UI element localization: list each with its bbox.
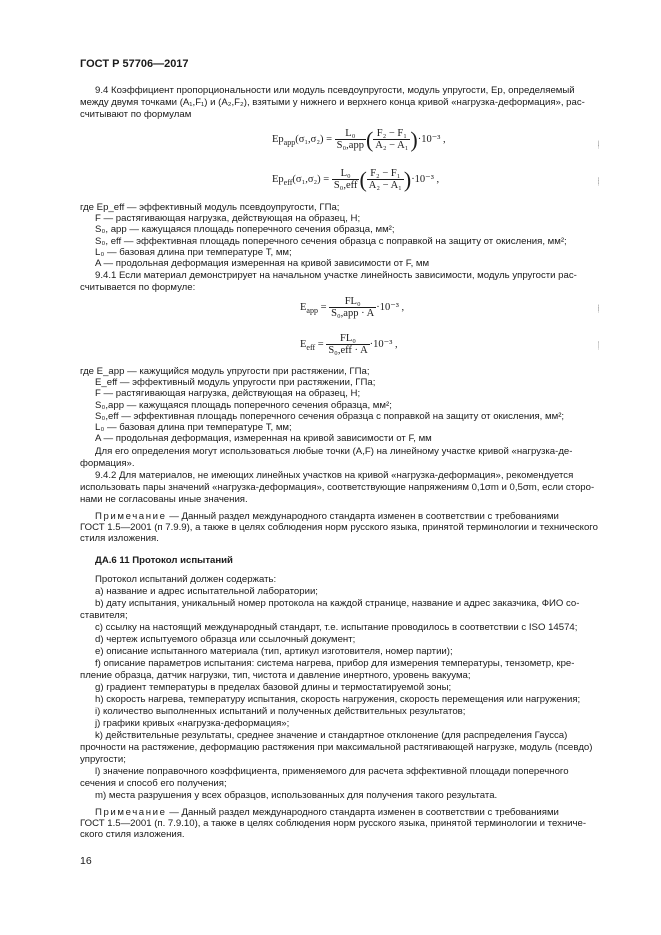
where2-item: S₀,eff — эффективная площадь поперечного сечения образца с поправкой на защиту от окисления, мм²;	[95, 411, 565, 422]
protocol-item-l-cont: сечения и способ его получения;	[80, 778, 227, 789]
eq7-lhs: E	[300, 338, 307, 350]
sec94-line2: между двумя точками (A₁,F₁) и (A₂,F₂), взятыми у нижнего и верхнего конца кривой «нагрузка-деформация», рас-	[80, 97, 585, 108]
section-heading: ДА.6 11 Протокол испытаний	[95, 555, 233, 566]
where1-item: A — продольная деформация измеренная на кривой зависимости от F, мм	[95, 258, 430, 269]
protocol-item-b-cont: ставителя;	[80, 610, 128, 621]
where2-item: A — продольная деформация, измеренная на кривой зависимости от F, мм	[95, 433, 432, 444]
eq7-den: S₀,eff · A	[328, 345, 368, 356]
protocol-item-l: l) значение поправочного коэффициента, применяемого для расчета эффективной площади поперечного	[95, 766, 569, 777]
sec942-line1: 9.4.2 Для материалов, не имеющих линейных участков на кривой «нагрузка-деформация», рекомендуется	[95, 470, 574, 481]
eq5-factor: ·10⁻³ ,	[411, 173, 440, 185]
sec941-line1: 9.4.1 Если материал демонстрирует на начальном участке линейность зависимости, модуль упругости рас-	[95, 270, 577, 281]
eq5-lhs: Ep	[272, 173, 284, 185]
note1-line3: стиля изложения.	[80, 533, 159, 544]
equation-5: $Ep_{eff}(\sigma_1,\sigma_2)$ = $\frac{\text{L₀}}{\text{S₀,eff}}$ ( $\frac{\text{F₂ − F₁}}{\text{A₂ − A₁}}$ )·10⁻³ ,	[272, 166, 440, 192]
protocol-item-f-cont: пление образца, датчик нагрузки, тип, чистота и давление инертного, уровень вакуума;	[80, 670, 471, 681]
where2-item: S₀,app — кажущаяся площадь поперечного сечения образца, мм²;	[95, 400, 392, 411]
protocol-item-k-cont: упругости;	[80, 754, 126, 765]
where1-item: S₀, eff — эффективная площадь поперечного сечения образца с поправкой на защиту от окисления, мм²;	[95, 236, 567, 247]
protocol-item-i: i) количество выполненных испытаний и полученных действительных результатов;	[95, 706, 466, 717]
eq6-lhs: E	[300, 301, 307, 313]
note1-line2: ГОСТ 1.5—2001 (п 7.9.9), а также в целях соблюдения норм русского языка, принятой терминологии и технического	[80, 522, 598, 533]
eq6-number: (6)	[598, 303, 599, 314]
protocol-item-j: j) графики кривых «нагрузка-деформация»;	[95, 718, 290, 729]
where1-item: L₀ — базовая длина при температуре T, мм;	[95, 247, 292, 258]
equation-4: $Ep_{app}(\sigma_1,\sigma_2)$ = $\frac{\text{L₀}}{\text{S₀,app}}$ ( $\frac{\text{F₂ − F₁}}{\text{A₂ − A₁}}$ )·10⁻³ ,	[272, 126, 446, 152]
protocol-item-k: k) действительные результаты, среднее значение и стандартное отклонение (для распределения Гаусса)	[95, 730, 568, 741]
protocol-item-k-cont: прочности на растяжение, деформацию растяжения при максимальной растягивающей нагрузке, модуль (псевдо)	[80, 742, 593, 753]
note2-line3: ского стиля изложения.	[80, 829, 185, 840]
protocol-item-g: g) градиент температуры в пределах базовой длины и термостатируемой зоны;	[95, 682, 452, 693]
protocol-item-e: e) описание испытанного материала (тип, артикул изготовителя, номер партии);	[95, 646, 453, 657]
where2-item: где E_app — кажущийся модуль упругости при растяжении, ГПа;	[80, 366, 370, 377]
eq5-args: (σ₁,σ₂) =	[292, 173, 330, 185]
sec94-line1: 9.4 Коэффициент пропорциональности или модуль псевдоупругости, модуль упругости, Ep, определяемый	[95, 85, 575, 96]
note2-label: Примечание	[95, 807, 167, 818]
protocol-intro: Протокол испытаний должен содержать:	[95, 574, 277, 585]
eq5-lhs-sub: eff	[283, 178, 293, 187]
protocol-item-d: d) чертеж испытуемого образца или ссылочный документ;	[95, 634, 356, 645]
eq4-num: L₀	[335, 128, 366, 140]
eq6-num: FL₀	[329, 296, 376, 308]
where2-item: E_eff — эффективный модуль упругости при растяжении, ГПа;	[95, 377, 376, 388]
eq5-number: (5)	[598, 176, 599, 187]
where2-item: F — растягивающая нагрузка, действующая на образец, Н;	[95, 388, 361, 399]
eq4-inner-den: A₂ − A₁	[375, 140, 409, 151]
note2-text: — Данный раздел международного стандарта изменен в соответствии с требованиями	[166, 807, 559, 818]
eq7-factor: ·10⁻³ ,	[369, 338, 398, 350]
where2-item: L₀ — базовая длина при температуре T, мм;	[95, 422, 292, 433]
note1-text: — Данный раздел международного стандарта изменен в соответствии с требованиями	[166, 511, 559, 522]
protocol-item-m: m) места разрушения у всех образцов, использованных для получения такого результата.	[95, 790, 498, 801]
eq4-lhs-sub: app	[283, 138, 296, 147]
where1-item: S₀, app — кажущаяся площадь поперечного сечения образца, мм²;	[95, 224, 395, 235]
eq7-num: FL₀	[326, 333, 369, 345]
eq4-factor: ·10⁻³ ,	[417, 133, 446, 145]
page-number: 16	[80, 855, 92, 867]
eq4-den: S₀,app	[336, 140, 364, 151]
eq5-den: S₀,eff	[333, 180, 358, 191]
eq6-den: S₀,app · A	[331, 308, 375, 319]
eq5-inner-num: F₂ − F₁	[367, 168, 404, 180]
protocol-item-h: h) скорость нагрева, температуру испытания, скорость нагружения, скорость перемещения или нагружения;	[95, 694, 581, 705]
eq5-num: L₀	[332, 168, 360, 180]
protocol-item-a: a) название и адрес испытательной лаборатории;	[95, 586, 318, 597]
protocol-item-b: b) дату испытания, уникальный номер протокола на каждой странице, название и адрес заказчика, ФИО со-	[95, 598, 580, 609]
sec94-line3: считывают по формулам	[80, 109, 192, 120]
eq6-factor: ·10⁻³ ,	[376, 301, 405, 313]
sec942-line3: нами не согласованы иные значения.	[80, 494, 248, 505]
document-header: ГОСТ Р 57706—2017	[80, 58, 189, 70]
eq4-args: (σ₁,σ₂) =	[295, 133, 333, 145]
equation-7: $E_{eff}$ = $\frac{\text{FL₀}}{\text{S₀,eff · A}}$ ·10⁻³ ,	[300, 333, 398, 356]
para-any-line2: формация».	[80, 458, 135, 469]
protocol-item-c: c) ссылку на настоящий международный стандарт, т.е. испытание проводилось в соответствии с ISO 14574;	[95, 622, 578, 633]
eq6-lhs-sub: app	[306, 306, 318, 315]
sec941-line2: считывается по формуле:	[80, 282, 196, 293]
eq4-inner-num: F₂ − F₁	[373, 128, 410, 140]
where1-item: где Ep_eff — эффективный модуль псевдоупругости, ГПа;	[80, 202, 340, 213]
equation-6: $E_{app}$ = $\frac{\text{FL₀}}{\text{S₀,app · A}}$ ·10⁻³ ,	[300, 296, 405, 319]
note2-line2: ГОСТ 1.5—2001 (п. 7.9.10), а также в целях соблюдения норм русского языка, принятой терминологии и техниче-	[80, 818, 587, 829]
note1-line1	[95, 512, 559, 522]
where1-item: F — растягивающая нагрузка, действующая на образец, Н;	[95, 213, 361, 224]
protocol-item-f: f) описание параметров испытания: система нагрева, прибор для измерения температуры, тензометр, кре-	[95, 658, 575, 669]
eq7-lhs-sub: eff	[306, 343, 316, 352]
eq4-number: (4)	[598, 139, 599, 150]
eq7-number: (7)	[598, 340, 599, 351]
note2-line1	[95, 808, 559, 818]
eq4-lhs: Ep	[272, 133, 284, 145]
sec942-line2: использовать пары значений «нагрузка-деформация», соответствующие напряжениям 0,1σm и 0,5σm, если сторо-	[80, 482, 595, 493]
note1-label: Примечание	[95, 511, 167, 522]
para-any-line1: Для его определения могут использоваться любые точки (A,F) на линейному участке кривой «нагрузка-де-	[95, 446, 573, 457]
eq5-inner-den: A₂ − A₁	[368, 180, 402, 191]
